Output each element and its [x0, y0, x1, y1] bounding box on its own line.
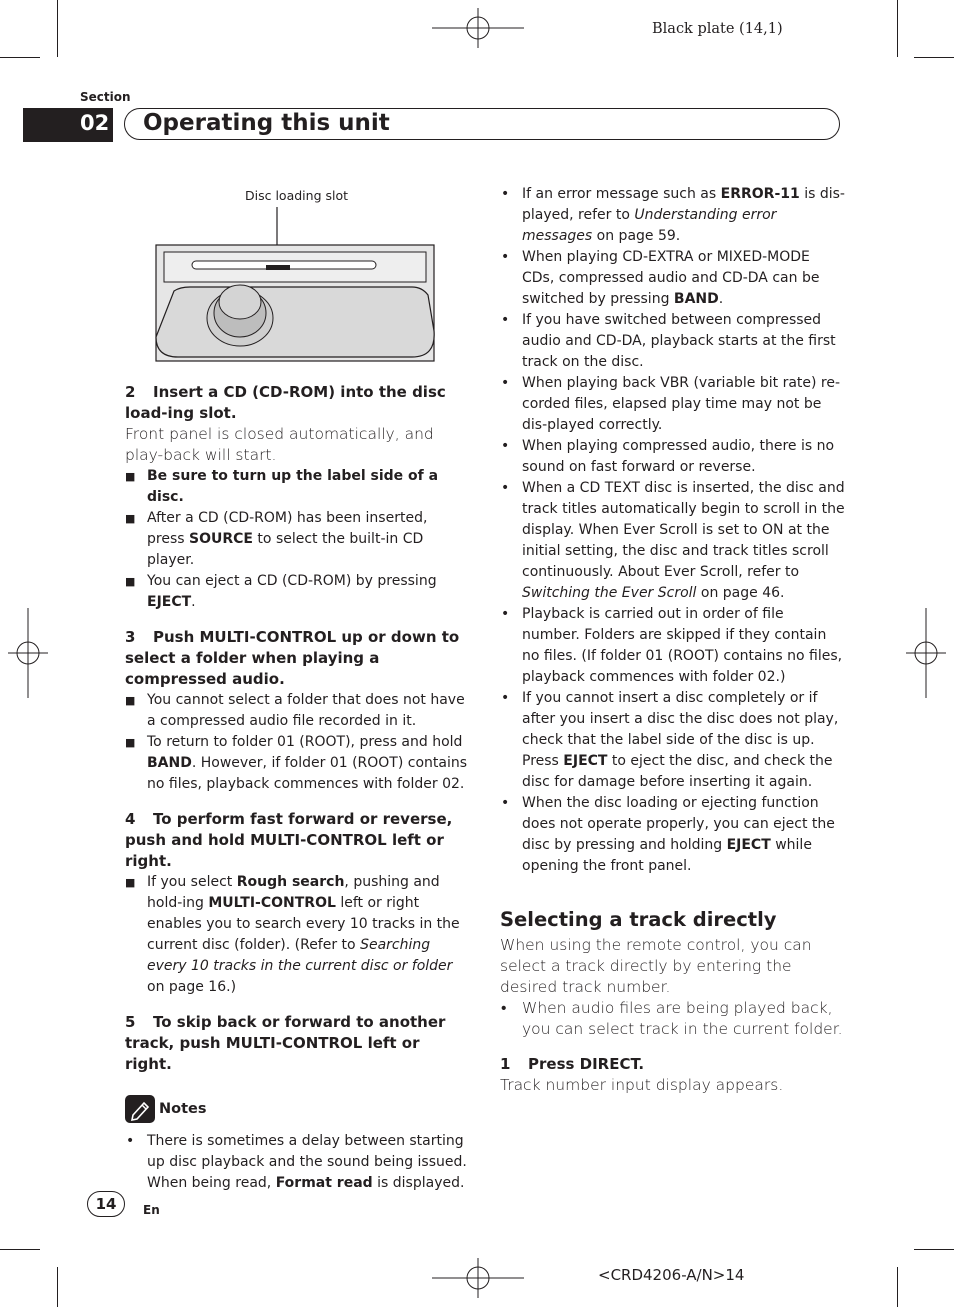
crop-mark	[914, 57, 954, 58]
list-item: ■ To return to folder 01 (ROOT), press and hold BAND. However, if folder 01 (ROOT) contains no files, playback commences with folder 02.	[125, 734, 468, 792]
section-heading: Selecting a track directly	[500, 908, 777, 931]
registration-mark-right	[906, 608, 946, 698]
pencil-icon	[125, 1095, 155, 1123]
list-item: • When playing compressed audio, there is no sound on fast forward or reverse.	[501, 438, 835, 475]
note-item: • There is sometimes a delay between starting up disc playback and the sound being issued. When being read, Format read is displayed.	[126, 1133, 467, 1191]
crop-mark	[0, 1249, 40, 1250]
crop-mark	[914, 1249, 954, 1250]
step-4-heading: 4 To perform fast forward or reverse, push and hold MULTI-CONTROL left or right.	[125, 810, 453, 870]
list-item: • When playing CD-EXTRA or MIXED-MODE CDs, compressed audio and CD-DA can be switched by pressing BAND.	[501, 249, 820, 307]
step-3-heading: 3 Push MULTI-CONTROL up or down to select a folder when playing a compressed audio.	[125, 628, 460, 688]
list-item: ■ You cannot select a folder that does not have a compressed audio file recorded in it.	[125, 692, 465, 729]
list-item: • If an error message such as ERROR-11 is dis-played, refer to Understanding error messages on page 59.	[501, 186, 845, 244]
list-item: • When the disc loading or ejecting function does not operate properly, you can eject the disc by pressing and holding EJECT while opening the front panel.	[501, 795, 835, 874]
list-item: • If you have switched between compressed audio and CD-DA, playback starts at the first track on the disc.	[501, 312, 836, 370]
section-label: Section	[80, 90, 131, 104]
page-title: Operating this unit	[143, 110, 390, 136]
step-5-heading: 5 To skip back or forward to another track, push MULTI-CONTROL left or right.	[125, 1013, 446, 1073]
step-1-heading: 1 Press DIRECT.	[500, 1055, 645, 1073]
list-item: ■ After a CD (CD-ROM) has been inserted, press SOURCE to select the built-in CD player.	[125, 510, 428, 568]
section-number: 02	[80, 111, 110, 135]
left-column	[125, 382, 468, 1194]
registration-mark-left	[8, 608, 48, 698]
figure-caption: Disc loading slot	[245, 188, 349, 203]
step-1-body: Track number input display appears.	[500, 1076, 784, 1094]
list-item: • Playback is carried out in order of file number. Folders are skipped if they contain no files. (If folder 01 (ROOT) contains no files, playback commences with folder 02.)	[501, 606, 843, 685]
list-item: ■ If you select Rough search, pushing and hold-ing MULTI-CONTROL left or right enables you to search every 10 tracks in the current disc (folder). (Refer to Searching every 10 tracks in the current disc or folder on page 16.)	[125, 874, 460, 995]
crop-mark	[897, 1267, 898, 1307]
page-number: 14	[87, 1191, 125, 1217]
crop-mark	[57, 0, 58, 57]
list-item: ■ You can eject a CD (CD-ROM) by pressing EJECT.	[125, 573, 437, 610]
crop-mark	[57, 1267, 58, 1307]
crop-mark	[0, 57, 40, 58]
list-item: ■ Be sure to turn up the label side of a disc.	[125, 468, 439, 505]
plate-label: Black plate (14,1)	[652, 21, 783, 37]
document-code: <CRD4206-A/N>14	[598, 1266, 745, 1284]
step-2-body: Front panel is closed automatically, and play-back will start.	[125, 425, 434, 464]
crop-mark	[897, 0, 898, 57]
section-intro: When using the remote control, you can select a track directly by entering the desired track number.	[500, 936, 812, 996]
list-item: • When audio files are being played back, you can select track in the current folder.	[501, 999, 843, 1038]
notes-heading: Notes	[125, 1095, 468, 1123]
list-item: • When a CD TEXT disc is inserted, the disc and track titles automatically begin to scroll in the display. When Ever Scroll is set to ON at the initial setting, the disc and track titles scroll continuously. About Ever Scroll, refer to Switching the Ever Scroll on page 46.	[501, 480, 845, 601]
step-2-heading: 2 Insert a CD (CD-ROM) into the disc load-ing slot.	[125, 383, 446, 422]
right-column	[500, 184, 845, 1096]
language-label: En	[143, 1203, 160, 1217]
list-item: • If you cannot insert a disc completely or if after you insert a disc the disc does not play, check that the label side of the disc is up. Press EJECT to eject the disc, and check the disc for damage before inserting it again.	[501, 690, 839, 790]
registration-mark-top	[432, 8, 524, 48]
registration-mark-bottom	[432, 1258, 524, 1298]
disc-slot-illustration	[150, 205, 440, 365]
list-item: • When playing back VBR (variable bit rate) re-corded files, elapsed play time may not be dis-played correctly.	[501, 375, 841, 433]
